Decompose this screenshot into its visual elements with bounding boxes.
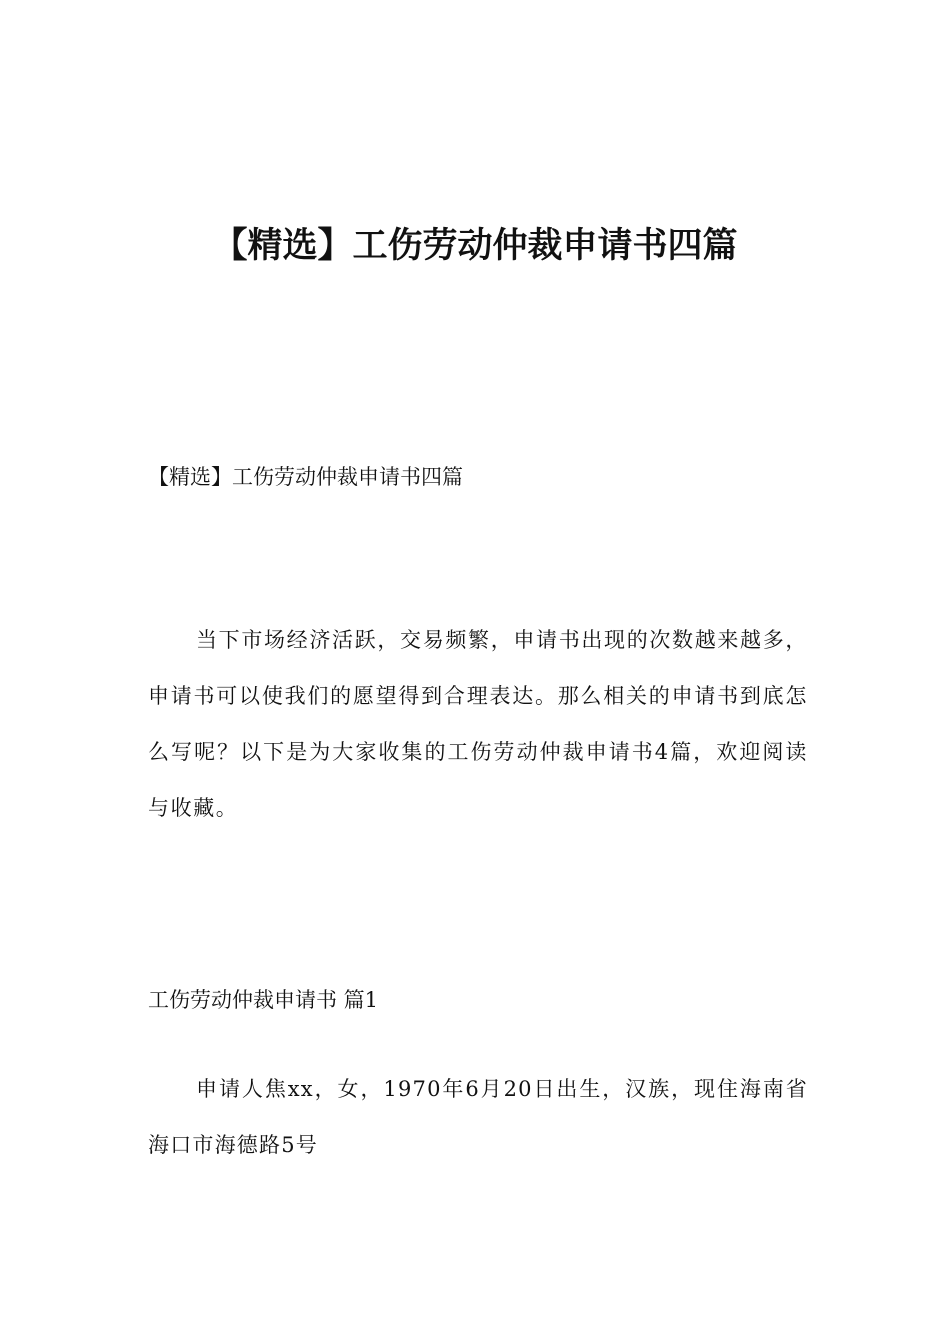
document-subtitle: 【精选】工伤劳动仲裁申请书四篇 bbox=[148, 465, 463, 489]
document-title: 【精选】工伤劳动仲裁申请书四篇 bbox=[212, 226, 738, 266]
body-paragraph: 申请人焦xx，女，1970年6月20日出生，汉族，现住海南省海口市海德路5号 bbox=[148, 1077, 808, 1157]
section-heading: 工伤劳动仲裁申请书 篇1 bbox=[148, 988, 379, 1012]
intro-paragraph: 当下市场经济活跃，交易频繁，申请书出现的次数越来越多，申请书可以使我们的愿望得到合理表达。那么相关的申请书到底怎么写呢？以下是为大家收集的工伤劳动仲裁申请书4篇，欢迎阅读与收藏。 bbox=[148, 628, 808, 820]
